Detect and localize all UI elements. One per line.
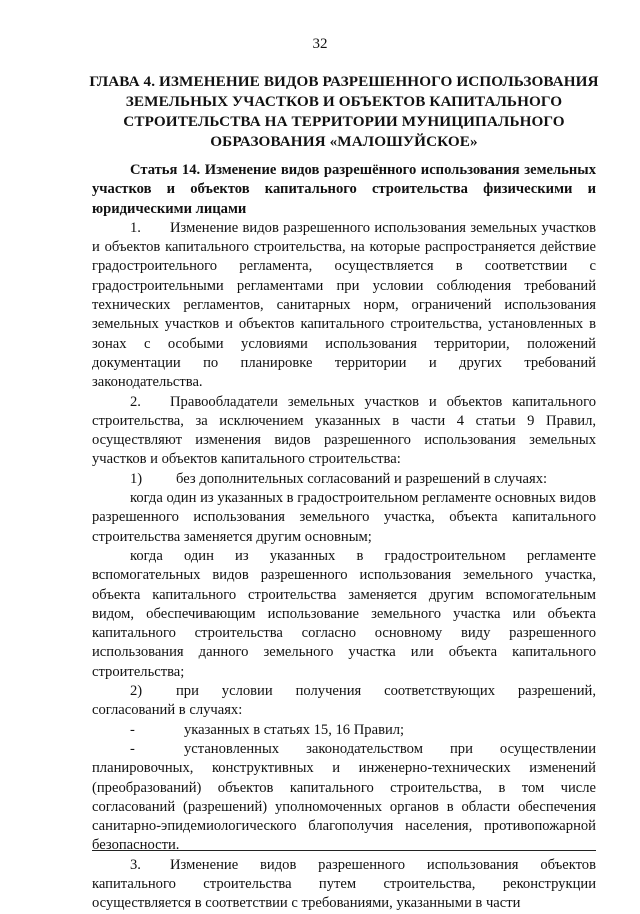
subitem-2-1 <box>92 470 596 489</box>
subitem-2-2-text: при условии получения соответствующих разрешений, согласований в случаях: <box>92 683 596 719</box>
dash-item-b <box>92 740 596 856</box>
subitem-2-1-number: 1) <box>130 470 143 487</box>
dash-item-a-mark: - <box>130 721 135 738</box>
article-heading: Статья 14. Изменение видов разрешённого использования земельных участков и объектов капитального строительства физическими и юридическими лицами <box>92 162 596 217</box>
paragraph-3-text: Изменение видов разрешенного использования объектов капитального строительства путем строительства, реконструкции осуществляется в соответствии с требованиями, указанными в части <box>92 856 596 912</box>
paragraph-3-number: 3. <box>130 856 141 873</box>
paragraph-1-text: Изменение видов разрешенного использования земельных участков и объектов капитального строительства, на которые распространяется действие градостроительного регламента, осуществляется в соответствии с градостроительными регламентами при условии соблюдения требований технических регламентов, санитарных норм, ограничений использования земельных участков и объектов капитального строительства, установленных в зонах с особыми условиями использования территории, положений документации по планировке территории и других требований законодательства. <box>92 219 596 391</box>
subitem-2-2 <box>92 682 596 721</box>
paragraph-1 <box>92 219 596 393</box>
paragraph-2-number: 2. <box>130 393 141 410</box>
paragraph-2-text: Правообладатели земельных участков и объектов капитального строительства, за исключением указанных в части 4 статьи 9 Правил, осуществляют изменения видов разрешенного использования земельных участков и объектов капитального строительства: <box>92 393 596 468</box>
subitem-2-1-text: без дополнительных согласований и разрешений в случаях: <box>176 470 548 487</box>
dash-item-b-text: установленных законодательством при осуществлении планировочных, конструктивных и инженерно-технических изменений (преобразований) объектов капитального строительства, в том числе согласований (разрешений) уполномоченных органов в области обеспечения санитарно-эпидемиологического благополучия населения, противопожарной безопасности. <box>92 740 596 854</box>
dash-item-b-mark: - <box>130 740 135 757</box>
subitem-2-2-number: 2) <box>130 683 143 700</box>
dash-item-a <box>92 721 596 740</box>
page-number: 32 <box>312 36 328 52</box>
subitem-2-1-case-b: когда один из указанных в градостроительном регламенте вспомогательных видов разрешенного использования земельного участка, объекта капитального строительства заменяется другим вспомогательным видом, обеспечивающим использование земельного участка или объекта капитального строительства согласно основному виду разрешенного использования данного земельного участка или объекта капитального строительства; <box>92 547 596 680</box>
paragraph-2 <box>92 393 596 470</box>
paragraph-1-number: 1. <box>130 219 141 236</box>
dash-item-a-text: указанных в статьях 15, 16 Правил; <box>184 721 405 738</box>
subitem-2-1-case-a: когда один из указанных в градостроительном регламенте основных видов разрешенного использования земельного участка, объекта капитального строительства заменяется другим основным; <box>92 490 596 545</box>
chapter-title: ГЛАВА 4. ИЗМЕНЕНИЕ ВИДОВ РАЗРЕШЕННОГО ИСПОЛЬЗОВАНИЯ ЗЕМЕЛЬНЫХ УЧАСТКОВ И ОБЪЕКТОВ КАПИТАЛЬНОГО СТРОИТЕЛЬСТВА НА ТЕРРИТОРИИ МУНИЦИПАЛЬНОГО ОБРАЗОВАНИЯ «МАЛОШУЙСКОЕ» <box>89 73 599 150</box>
document-body <box>92 161 596 914</box>
footer-divider <box>92 850 596 851</box>
